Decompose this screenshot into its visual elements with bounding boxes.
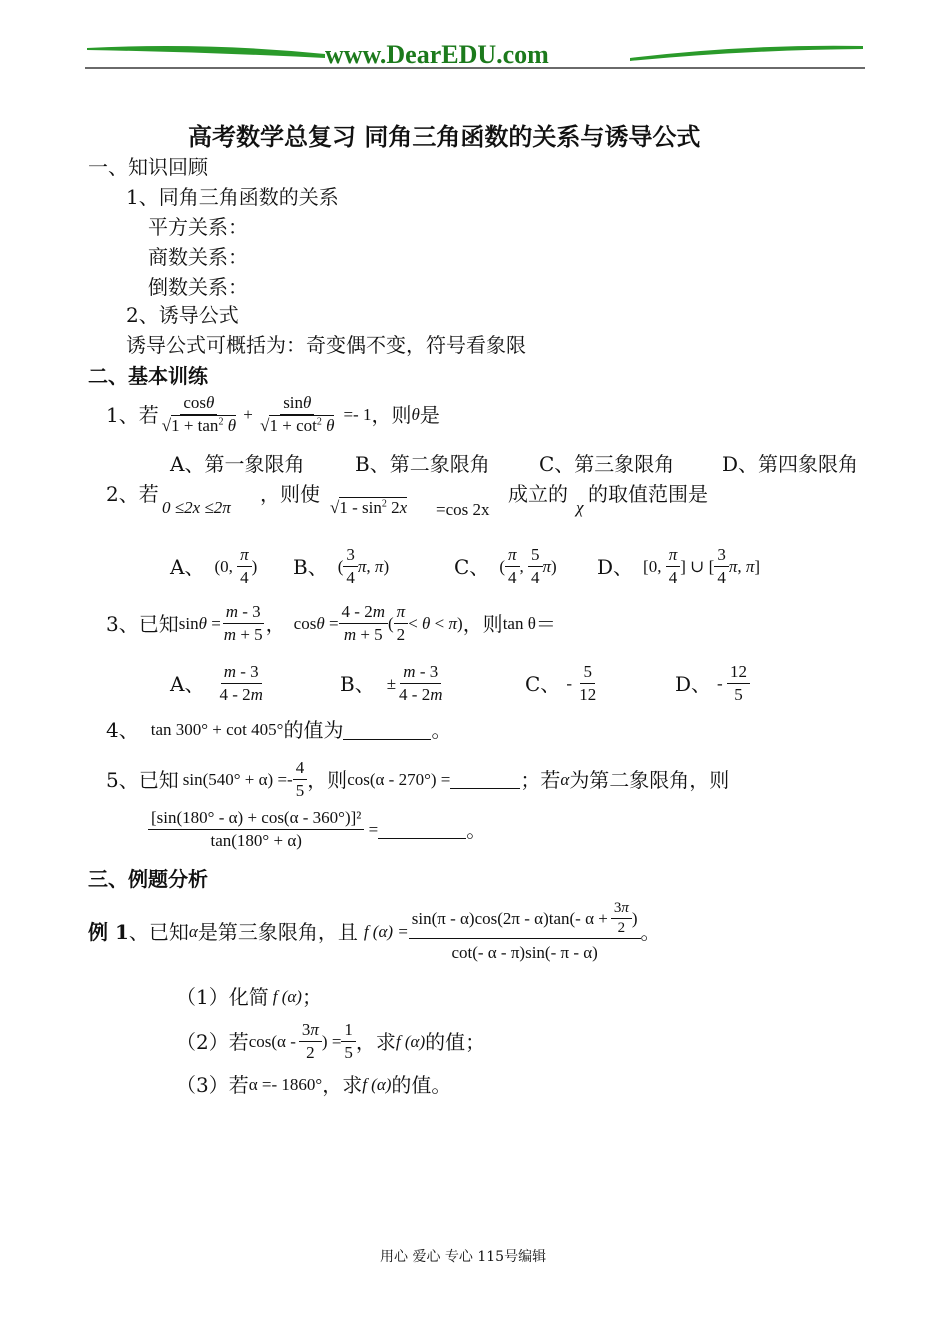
section1-heading: 一、知识回顾 bbox=[88, 155, 208, 179]
q5-answer-blank-2[interactable] bbox=[378, 820, 466, 839]
q5-answer-blank-1[interactable] bbox=[450, 770, 520, 789]
ex1-p3-end: 的值。 bbox=[391, 1073, 452, 1097]
ex1-p3-math: α =- 1860° bbox=[248, 1075, 323, 1094]
ex1-p3-label: （3）若 bbox=[176, 1073, 249, 1097]
ex1-p1-math: f (α) bbox=[272, 987, 302, 1006]
q2-opt-d-close: π, π] bbox=[728, 556, 761, 576]
q3-sep: ， bbox=[265, 611, 286, 636]
q1-theta: θ bbox=[411, 404, 420, 424]
q3-eq: ＝ bbox=[535, 611, 556, 636]
ex1-p1-end: ； bbox=[301, 985, 322, 1009]
q5-alpha: α bbox=[560, 769, 570, 789]
q3-opt-b-frac: $\frac{m - 3}{4 - 2m}$ bbox=[399, 662, 443, 704]
q2-mid2: 成立的 bbox=[508, 482, 568, 506]
q3-cos: cosθ = bbox=[293, 613, 339, 633]
ex1-f: f (α) = bbox=[363, 921, 409, 941]
q5-then: ，则 bbox=[307, 767, 348, 792]
q2-opt-c-label: C、 bbox=[454, 554, 490, 579]
q2-opt-a-label: A、 bbox=[170, 554, 205, 579]
q5-prefix: 5、已知 bbox=[106, 767, 179, 792]
ex1-end: 。 bbox=[640, 919, 661, 944]
ex1-p3-f: f (α) bbox=[362, 1075, 392, 1094]
q1-is: 是 bbox=[419, 402, 440, 427]
q2-eq-rhs: =cos 2x bbox=[436, 500, 490, 519]
ex1-p2-math-a: cos(α - bbox=[248, 1031, 296, 1051]
ex1-pre: 、已知 bbox=[128, 919, 189, 944]
q5-second-line bbox=[148, 808, 486, 851]
q3-opt-a-frac: $\frac{m - 3}{4 - 2m}$ bbox=[219, 662, 263, 704]
q5-eq: = bbox=[364, 819, 379, 839]
ex1-p2-end: 的值； bbox=[425, 1029, 486, 1054]
q1-fraction-2: $\frac{\sin\theta}{√1 + \cot^2 \theta}$ bbox=[260, 393, 335, 435]
ex1-num-close: ) bbox=[631, 908, 638, 928]
page-title: 高考数学总复习 同角三角函数的关系与诱导公式 bbox=[188, 122, 701, 151]
header-logo: www.DearEDU.com bbox=[325, 40, 549, 69]
ex1-alpha: α bbox=[188, 921, 198, 941]
q2-opt-b-frac: $\frac{3}{4}$ bbox=[343, 545, 358, 588]
q1-prefix: 1、若 bbox=[106, 402, 159, 427]
question-5 bbox=[106, 758, 729, 801]
q2-var: χ bbox=[576, 498, 584, 517]
ex1-p2-f: f (α) bbox=[395, 1031, 426, 1051]
q5-expr: sin(540° + α) =- bbox=[182, 769, 293, 789]
q2-opt-c-frac2: $\frac{5}{4}$ bbox=[528, 545, 543, 588]
q5-expr2: cos(α - 270°) = bbox=[347, 769, 451, 789]
q5-end: 。 bbox=[466, 817, 487, 842]
q3-option-d bbox=[675, 662, 750, 705]
q1-then: ，则 bbox=[371, 402, 412, 427]
q2-opt-d-frac2: $\frac{3}{4}$ bbox=[714, 545, 729, 588]
question-3 bbox=[106, 602, 556, 645]
ex1-label: 例 1 bbox=[88, 919, 129, 944]
q2-opt-b-open: ( bbox=[337, 556, 344, 576]
q3-opt-c-label: C、 bbox=[525, 671, 561, 696]
q4-post: 的值为 bbox=[283, 718, 344, 742]
q5-big-frac: $\frac{\text{[sin(180° - α) + cos(α - 360°)]²}}{\tan(180^\circ + \alpha)}$ bbox=[148, 808, 364, 851]
q2-opt-c-close: π) bbox=[542, 556, 557, 576]
q3-option-b bbox=[340, 662, 446, 705]
q3-sin-frac: $\frac{m - 3}{m + 5}$ bbox=[223, 602, 263, 644]
q3-opt-d-label: D、 bbox=[675, 671, 712, 696]
q2-mid: ，则使 bbox=[260, 482, 320, 506]
q3-range-rest: < θ < π) bbox=[408, 613, 463, 633]
q2-option-c bbox=[454, 545, 557, 588]
q2-opt-d-label: D、 bbox=[597, 554, 634, 579]
s1-summary: 诱导公式可概括为：奇变偶不变，符号看象限 bbox=[126, 333, 526, 357]
ex1-p2-mid: ，求 bbox=[355, 1029, 396, 1054]
q3-option-c bbox=[525, 662, 599, 705]
q2-opt-c-frac1: $\frac{\pi}{4}$ bbox=[505, 545, 520, 588]
ex1-p2-math-b: ) = bbox=[321, 1031, 342, 1051]
example-1 bbox=[88, 900, 661, 963]
q4-answer-blank[interactable] bbox=[343, 721, 431, 740]
q1-option-c: C、第三象限角 bbox=[539, 452, 675, 476]
ex1-p2-frac2: $\frac{1}{5}$ bbox=[341, 1020, 356, 1063]
q3-opt-a-label: A、 bbox=[170, 671, 205, 696]
q2-opt-b-label: B、 bbox=[293, 554, 328, 579]
q3-then: ，则 bbox=[462, 611, 503, 636]
section3-heading: 三、例题分析 bbox=[88, 867, 208, 891]
s1-item1: 1、同角三角函数的关系 bbox=[126, 185, 339, 209]
q5-semi: ；若 bbox=[520, 767, 561, 792]
q1-option-d: D、第四象限角 bbox=[722, 452, 859, 476]
q1-fraction-1: $\frac{\cos\theta}{√1 + \tan^2 \theta}$ bbox=[161, 393, 237, 435]
q2-option-b bbox=[293, 545, 389, 588]
ex1-p2-label: （2）若 bbox=[176, 1029, 249, 1054]
q4-prefix: 4、 bbox=[106, 718, 139, 742]
s1-square-relation: 平方关系： bbox=[148, 215, 248, 239]
page-footer: 用心 爱心 专心 115号编辑 bbox=[380, 1249, 547, 1265]
q3-opt-c-minus: - bbox=[566, 673, 577, 693]
q3-prefix: 3、已知 bbox=[106, 611, 179, 636]
ex1-den: cot(- α - π)sin(- π - α) bbox=[451, 943, 598, 962]
q4-expr: tan 300° + cot 405° bbox=[150, 720, 284, 739]
q2-opt-a-frac: $\frac{\pi}{4}$ bbox=[237, 545, 252, 588]
ex1-p3-mid: ，求 bbox=[322, 1073, 363, 1097]
q2-opt-a-math: (0, bbox=[214, 556, 238, 576]
q5-post: 为第二象限角，则 bbox=[569, 767, 730, 792]
q2-post: 的取值范围是 bbox=[588, 482, 708, 506]
q3-opt-c-frac: $\frac{5}{12}$ bbox=[579, 662, 597, 704]
ex1-big-frac bbox=[409, 900, 641, 963]
q5-frac: $\frac{4}{5}$ bbox=[293, 758, 308, 801]
ex1-p1-label: （1）化简 bbox=[176, 985, 269, 1009]
ex1-num-inner-frac: $\frac{3\pi}{2}$ bbox=[611, 900, 632, 937]
ex1-num-text: sin(π - α)cos(2π - α)tan(- α + bbox=[411, 908, 608, 928]
ex1-part3 bbox=[176, 1073, 451, 1097]
ex1-part2 bbox=[176, 1020, 485, 1063]
ex1-part1 bbox=[176, 985, 322, 1009]
s1-quotient-relation: 商数关系： bbox=[148, 245, 248, 269]
q2-opt-c-open: ( bbox=[499, 556, 505, 576]
q1-plus: + bbox=[239, 404, 258, 424]
q1-rhs: =- 1 bbox=[343, 404, 372, 424]
q3-range-frac: $\frac{\pi}{2}$ bbox=[394, 602, 409, 645]
q2-option-d bbox=[597, 545, 760, 588]
q3-sin: sinθ = bbox=[178, 613, 221, 633]
question-4 bbox=[106, 718, 451, 742]
q3-range-open: ( bbox=[387, 613, 394, 633]
q2-opt-b-rest: π, π) bbox=[357, 556, 390, 576]
q2-sqrt-expr: $√1 - \sin^2 2x$ bbox=[330, 498, 408, 517]
q4-end: 。 bbox=[431, 718, 452, 742]
s1-item2: 2、诱导公式 bbox=[126, 303, 239, 327]
q2-opt-c-comma: , bbox=[519, 556, 529, 576]
ex1-p2-frac1: $\frac{3\pi}{2}$ bbox=[299, 1020, 322, 1063]
section2-heading: 二、基本训练 bbox=[88, 364, 208, 388]
q3-opt-b-label: B、 bbox=[340, 671, 375, 696]
q2-opt-d-frac1: $\frac{\pi}{4}$ bbox=[666, 545, 681, 588]
s1-reciprocal-relation: 倒数关系： bbox=[148, 275, 248, 299]
q1-option-b: B、第二象限角 bbox=[355, 452, 490, 476]
q2-opt-d-union: ] ∪ [ bbox=[680, 556, 715, 576]
ex1-mid: 是第三象限角，且 bbox=[197, 919, 358, 944]
question-1 bbox=[106, 393, 440, 436]
q3-cos-frac: $\frac{4 - 2m}{m + 5}$ bbox=[339, 602, 388, 645]
q2-prefix: 2、若 bbox=[106, 482, 159, 506]
q3-option-a bbox=[170, 662, 266, 705]
q2-option-a bbox=[170, 545, 257, 588]
q3-tan: tan θ bbox=[502, 613, 536, 633]
q3-opt-d-frac: $\frac{12}{5}$ bbox=[727, 662, 750, 705]
q2-condition: 0 ≤2x ≤2π bbox=[162, 498, 231, 517]
q3-opt-d-minus: - bbox=[717, 673, 727, 693]
q3-opt-b-pm: ± bbox=[386, 673, 397, 693]
q1-option-a: A、第一象限角 bbox=[170, 452, 305, 476]
q2-opt-d-open: [0, bbox=[643, 556, 666, 576]
q2-opt-a-close: ) bbox=[251, 556, 258, 576]
